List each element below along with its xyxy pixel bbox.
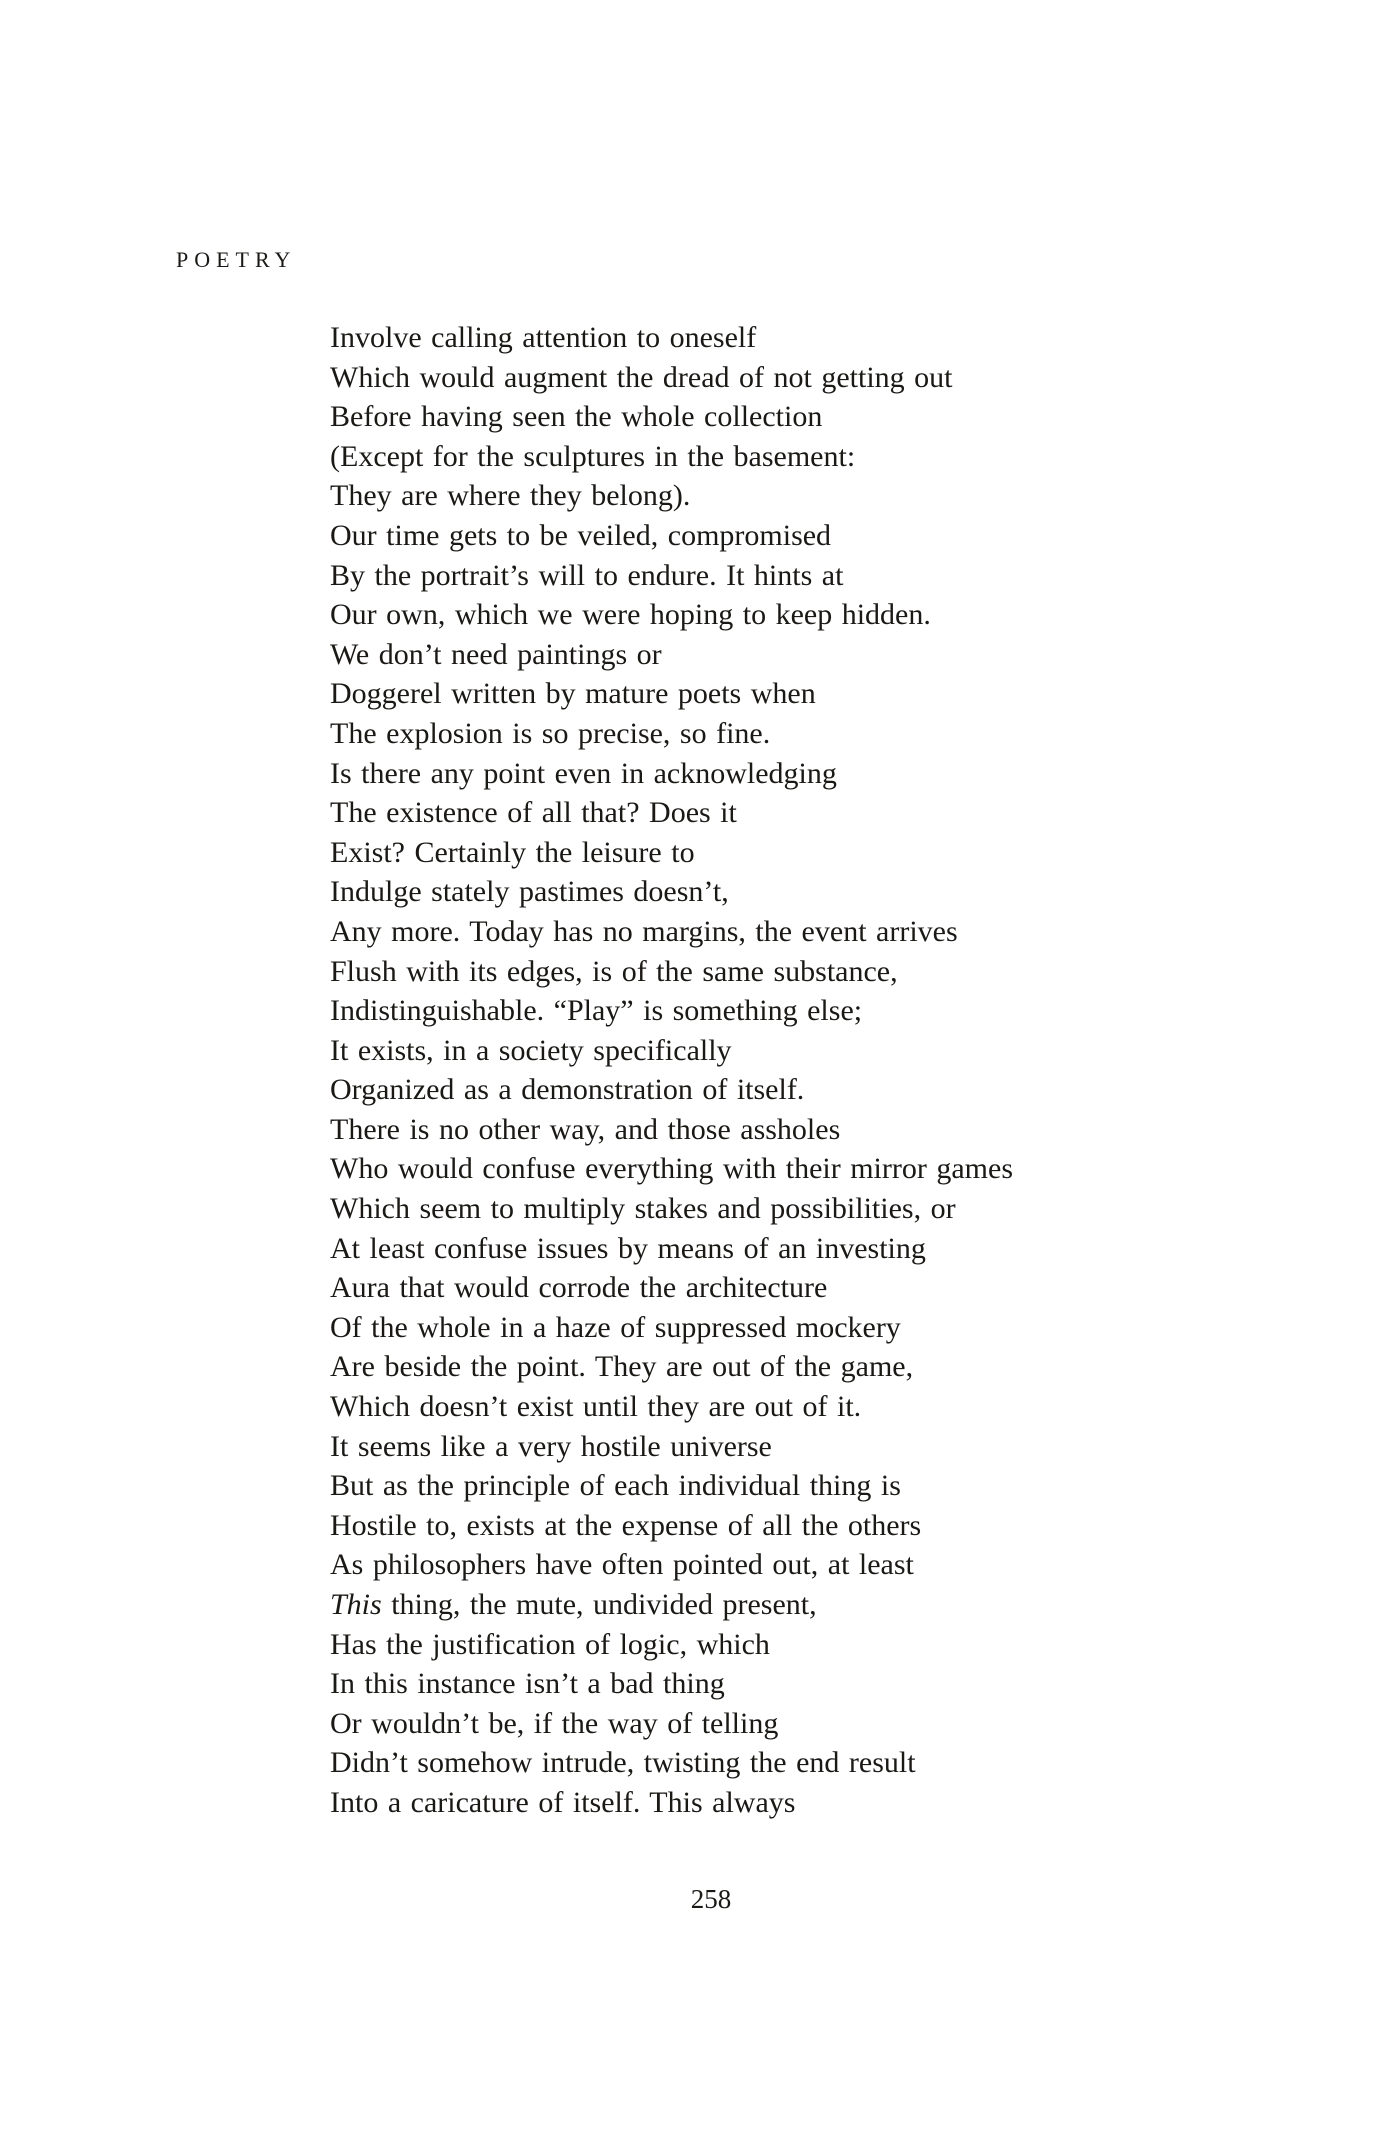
poem-line-segment: But as the principle of each individual thing is (330, 1469, 901, 1503)
poem-line (330, 714, 1013, 754)
poem-line-segment: Aura that would corrode the architecture (330, 1271, 828, 1305)
poem-line-segment: Which would augment the dread of not getting out (330, 360, 953, 394)
page-number: 258 (690, 1884, 732, 1914)
poem-line (330, 1070, 1013, 1110)
poem-line-segment: Didn’t somehow intrude, twisting the end result (330, 1746, 916, 1780)
poem-line-segment: Is there any point even in acknowledging (330, 756, 837, 790)
poem-line-segment: Involve calling attention to oneself (330, 321, 757, 354)
poem-line-segment: Before having seen the whole collection (330, 400, 823, 434)
poem-line (330, 358, 1013, 398)
poem-line (330, 1585, 1013, 1625)
poem-text (330, 318, 1013, 1823)
poem-line (330, 1783, 1013, 1823)
poem-line-segment: Are beside the point. They are out of the game, (330, 1350, 914, 1384)
poem-line (330, 1743, 1013, 1783)
poem-line-segment: Which seem to multiply stakes and possibilities, or (330, 1192, 956, 1226)
poem-line (330, 635, 1013, 675)
poem-line (330, 1308, 1013, 1348)
poem-line-segment: Hostile to, exists at the expense of all the others (330, 1508, 922, 1542)
poem-line (330, 1347, 1013, 1387)
poem-line (330, 1704, 1013, 1744)
poem-line (330, 1545, 1013, 1585)
poem-line (330, 1189, 1013, 1229)
poem-line (330, 1387, 1013, 1427)
poem-line-segment: Or wouldn’t be, if the way of telling (330, 1706, 779, 1740)
poem-line-segment: They are where they belong). (330, 479, 691, 513)
poem-line (330, 437, 1013, 477)
poem-line-segment: Our own, which we were hoping to keep hidden. (330, 598, 931, 632)
poem-line-segment: Has the justification of logic, which (330, 1627, 770, 1661)
poem-line-segment: It seems like a very hostile universe (330, 1429, 772, 1463)
poem-line (330, 1149, 1013, 1189)
poem-line-segment: The existence of all that? Does it (330, 796, 737, 830)
poem-line-italic-segment: This (330, 1588, 382, 1621)
poem-line-segment: Exist? Certainly the leisure to (330, 835, 695, 869)
poem-line-segment: At least confuse issues by means of an investing (330, 1231, 926, 1265)
poem-line-segment: Who would confuse everything with their mirror games (330, 1152, 1013, 1186)
poem-line-segment: thing, the mute, undivided present, (381, 1588, 817, 1621)
poem-line (330, 1268, 1013, 1308)
poem-line-segment: The explosion is so precise, so fine. (330, 716, 771, 750)
poem-line-segment: Doggerel written by mature poets when (330, 677, 816, 711)
poem-line-segment: Into a caricature of itself. This always (330, 1785, 796, 1819)
poem-line (330, 833, 1013, 873)
poem-line (330, 912, 1013, 952)
poem-line-segment: Flush with its edges, is of the same substance, (330, 954, 898, 988)
poem-line-segment: Indulge stately pastimes doesn’t, (330, 875, 729, 909)
poem-line (330, 674, 1013, 714)
poem-line-segment: Any more. Today has no margins, the event arrives (330, 914, 958, 948)
poem-line-segment: By the portrait’s will to endure. It hints at (330, 558, 844, 592)
poem-line (330, 1664, 1013, 1704)
poem-line-segment: Organized as a demonstration of itself. (330, 1073, 805, 1107)
poem-line-segment: Of the whole in a haze of suppressed mockery (330, 1310, 901, 1344)
running-header: POETRY (176, 247, 297, 272)
poem-line (330, 397, 1013, 437)
poem-line-segment: There is no other way, and those assholes (330, 1112, 841, 1146)
poem-line-segment: We don’t need paintings or (330, 637, 662, 671)
poem-line (330, 1110, 1013, 1150)
poem-line (330, 872, 1013, 912)
poem-line-segment: As philosophers have often pointed out, at least (330, 1548, 914, 1582)
poem-line (330, 1427, 1013, 1467)
poem-line (330, 1031, 1013, 1071)
poem-line-segment: It exists, in a society specifically (330, 1033, 732, 1067)
poem-line (330, 1466, 1013, 1506)
poem-line (330, 991, 1013, 1031)
poem-line-segment: Which doesn’t exist until they are out of it. (330, 1390, 862, 1424)
poem-line-segment: In this instance isn’t a bad thing (330, 1667, 725, 1701)
poem-line (330, 516, 1013, 556)
poem-line (330, 1625, 1013, 1665)
poem-line-segment: Indistinguishable. “Play” is something else; (330, 994, 863, 1028)
poem-line (330, 952, 1013, 992)
poem-line (330, 1506, 1013, 1546)
poem-line-segment: (Except for the sculptures in the basement: (330, 439, 856, 473)
poem-line (330, 595, 1013, 635)
poem-line (330, 1229, 1013, 1269)
poem-line (330, 556, 1013, 596)
poem-line (330, 318, 1013, 358)
poem-line (330, 476, 1013, 516)
poem-line-segment: Our time gets to be veiled, compromised (330, 518, 832, 552)
poem-line (330, 793, 1013, 833)
poem-line (330, 754, 1013, 794)
